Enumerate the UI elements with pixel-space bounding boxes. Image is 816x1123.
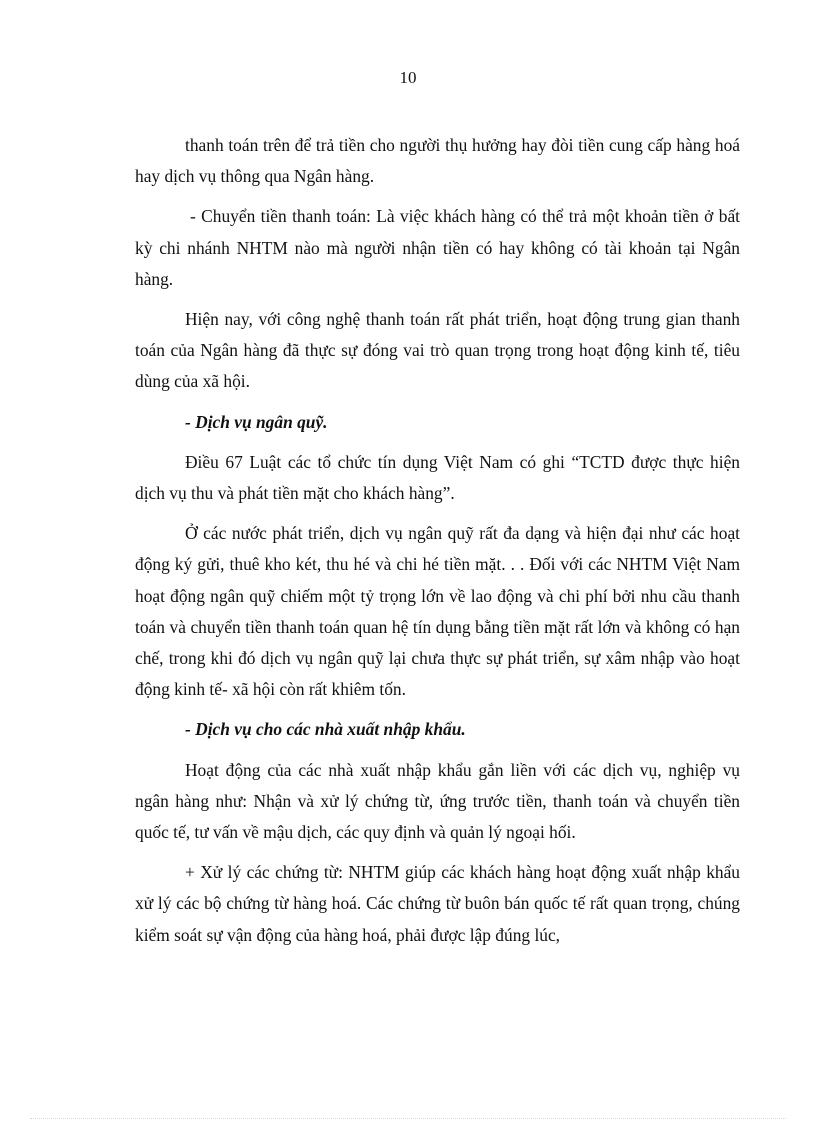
paragraph-treasury-developed-countries: Ở các nước phát triển, dịch vụ ngân quỹ rất đa dạng và hiện đại như các hoạt động ký gửi, thuê kho két, thu hé và chi hé tiền mặt. . . Đối với các NHTM Việt Nam hoạt động ngân quỹ chiếm một tỷ trọng lớn về lao động và chi phí bởi nhu cầu thanh toán và chuyển tiền thanh toán quan hệ tín dụng bằng tiền mặt rất lớn và không có hạn chế, trong khi đó dịch vụ ngân quỹ lại chưa thực sự phát triển, sự xâm nhập vào hoạt động kinh tế- xã hội còn rất khiêm tốn.	[135, 523, 740, 700]
paragraph-payment-technology: Hiện nay, với công nghệ thanh toán rất phát triển, hoạt động trung gian thanh toán của Ngân hàng đã thực sự đóng vai trò quan trọng trong hoạt động kinh tế, tiêu dùng của xã hội.	[135, 309, 740, 392]
paragraph-article-67: Điều 67 Luật các tổ chức tín dụng Việt Nam có ghi “TCTD được thực hiện dịch vụ thu và phát tiền mặt cho khách hàng”.	[135, 451, 740, 504]
page-number: 10	[399, 68, 417, 87]
heading-import-export-services: - Dịch vụ cho các nhà xuất nhập khẩu.	[185, 719, 466, 740]
page-bottom-divider	[30, 1118, 786, 1119]
paragraph-money-transfer: - Chuyển tiền thanh toán: Là việc khách hàng có thể trả một khoản tiền ở bất kỳ chi nhánh NHTM nào mà người nhận tiền có hay không có tài khoản tại Ngân hàng.	[135, 206, 740, 289]
document-body	[135, 130, 740, 960]
heading-treasury-services: - Dịch vụ ngân quỹ.	[185, 411, 328, 432]
paragraph-payment-continuation: thanh toán trên để trả tiền cho người thụ hưởng hay đòi tiền cung cấp hàng hoá hay dịch vụ thông qua Ngân hàng.	[135, 135, 740, 187]
paragraph-import-export-activities: Hoạt động của các nhà xuất nhập khẩu gắn liền với các dịch vụ, nghiệp vụ ngân hàng như: Nhận và xử lý chứng từ, ứng trước tiền, thanh toán và chuyển tiền quốc tế, tư vấn về mậu dịch, các quy định và quản lý ngoại hối.	[135, 759, 740, 843]
paragraph-document-processing: + Xử lý các chứng từ: NHTM giúp các khách hàng hoạt động xuất nhập khẩu xử lý các bộ chứng từ hàng hoá. Các chứng từ buôn bán quốc tế rất quan trọng, chúng kiểm soát sự vận động của hàng hoá, phải được lập đúng lúc,	[135, 862, 740, 945]
